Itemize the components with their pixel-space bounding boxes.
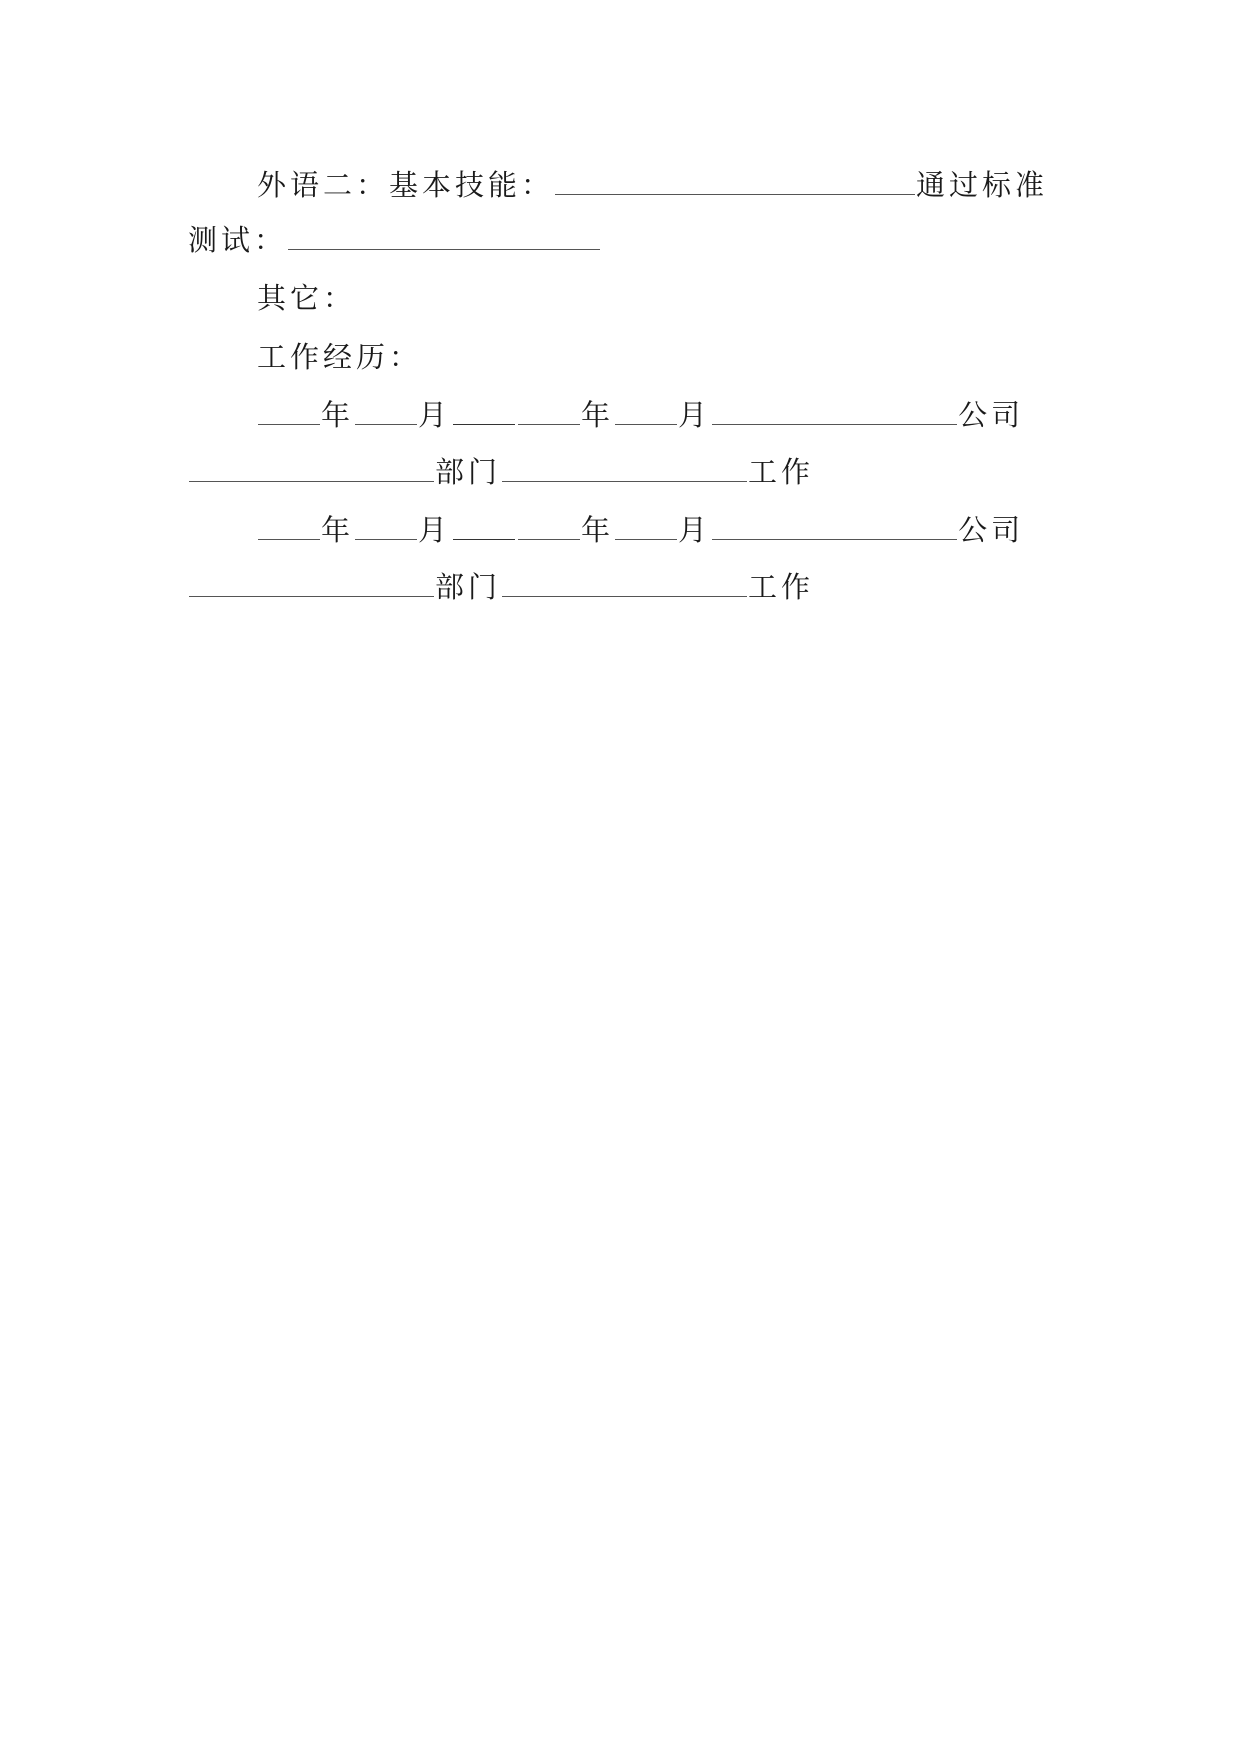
basic-skill-blank[interactable] (555, 172, 915, 195)
company-label: 公司 (958, 398, 1025, 432)
entry-2-end-month-blank[interactable] (615, 517, 677, 540)
test-line (188, 220, 601, 260)
work-entry-2-dates (257, 510, 1024, 550)
entry-2-company-blank[interactable] (712, 517, 957, 540)
entry-1-start-month-blank[interactable] (355, 402, 417, 425)
entry-2-work-blank[interactable] (502, 574, 747, 597)
standard-test-label: 通过标准 (916, 168, 1049, 202)
work-entry-1-dept (188, 452, 814, 492)
test-blank[interactable] (288, 227, 600, 250)
month-label: 月 (678, 513, 712, 547)
month-label: 月 (678, 398, 712, 432)
work-label: 工作 (748, 570, 815, 604)
month-label: 月 (418, 398, 452, 432)
entry-1-dept-prefix-blank[interactable] (189, 459, 434, 482)
department-label: 部门 (435, 570, 502, 604)
year-label: 年 (581, 398, 615, 432)
work-label: 工作 (748, 455, 815, 489)
entry-1-end-month-blank[interactable] (615, 402, 677, 425)
entry-2-end-year-blank[interactable] (518, 517, 580, 540)
entry-1-end-year-blank[interactable] (518, 402, 580, 425)
work-entry-2-dept (188, 567, 814, 607)
company-label: 公司 (958, 513, 1025, 547)
work-experience-line (257, 337, 422, 377)
year-label: 年 (321, 398, 355, 432)
year-label: 年 (321, 513, 355, 547)
month-label: 月 (418, 513, 452, 547)
year-label: 年 (581, 513, 615, 547)
work-experience-label: 工作经历： (257, 340, 423, 374)
range-dash (453, 523, 515, 540)
foreign-language-two-label: 外语二：基本技能： (257, 168, 555, 202)
entry-2-start-year-blank[interactable] (258, 517, 320, 540)
range-dash (453, 408, 515, 425)
foreign-language-two-line (257, 165, 1048, 205)
test-label: 测试： (188, 223, 288, 257)
work-entry-1-dates (257, 395, 1024, 435)
other-line (257, 278, 356, 318)
entry-1-start-year-blank[interactable] (258, 402, 320, 425)
entry-1-work-blank[interactable] (502, 459, 747, 482)
entry-2-dept-prefix-blank[interactable] (189, 574, 434, 597)
other-label: 其它： (257, 281, 357, 315)
entry-1-company-blank[interactable] (712, 402, 957, 425)
entry-2-start-month-blank[interactable] (355, 517, 417, 540)
department-label: 部门 (435, 455, 502, 489)
